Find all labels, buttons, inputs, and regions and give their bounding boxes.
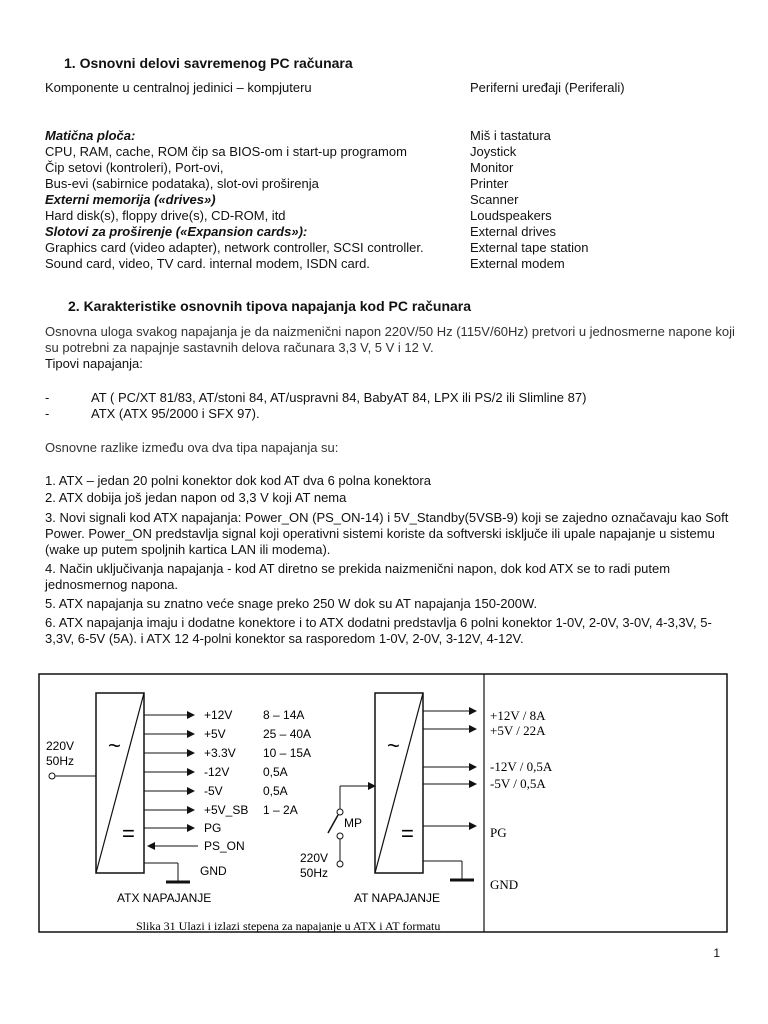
section2-heading: 2. Karakteristike osnovnih tipova napajanja kod PC računara (68, 298, 472, 314)
list-item: - ATX (ATX 95/2000 i SFX 97). (45, 406, 260, 421)
atx-ps-on-label: PS_ON (204, 839, 245, 853)
central-unit-title: Komponente u centralnoj jedinici – kompjuteru (45, 80, 312, 95)
at-input-voltage: 220V (300, 851, 329, 865)
at-output-label: +5V / 22A (490, 723, 546, 738)
atx-output-current: 0,5A (263, 784, 288, 798)
central-unit-line: Bus-evi (sabirnice podataka), slot-ovi proširenja (45, 176, 319, 191)
at-input-terminal (337, 861, 343, 867)
at-output-label: -5V / 0,5A (490, 776, 546, 791)
mp-label: MP (344, 816, 362, 830)
atx-ac-symbol: ~ (108, 733, 121, 758)
mp-switch-blade (328, 815, 338, 833)
central-unit-line: Graphics card (video adapter), network controller, SCSI controller. (45, 240, 424, 255)
central-unit-line: Hard disk(s), floppy drive(s), CD-ROM, itd (45, 208, 286, 223)
differences-label: Osnovne razlike između ova dva tipa napajanja su: (45, 440, 339, 455)
atx-input-frequency: 50Hz (46, 754, 75, 768)
diff-item-5: 5. ATX napajanja su znatno veće snage preko 250 W dok su AT napajanja 150-200W. (45, 596, 538, 611)
peripheral-item: Monitor (470, 160, 514, 175)
peripheral-item: External modem (470, 256, 565, 271)
atx-output-voltage: +12V (204, 708, 233, 722)
at-output-label: PG (490, 825, 507, 840)
central-unit-line: Čip setovi (kontroleri), Port-ovi, (45, 160, 224, 175)
diff-item-3: 3. Novi signali kod ATX napajanja: Power_ON (PS_ON-14) i 5V_Standby(5VSB-9) koji se zajedno označavaju kao Soft Power. Power_ON predstavlja signal koji operativni sistemi koriste da softverski isključe ili upale napajanje u sistemu (wake up putem spoljnih kartica LAN ili modema). (45, 510, 729, 557)
peripherals-column (470, 80, 730, 272)
atx-output-current: 8 – 14A (263, 708, 305, 722)
at-output-label: +12V / 8A (490, 708, 546, 723)
diff-item-6: 6. ATX napajanja imaju i dodatne konektore i to ATX dodatni predstavlja 6 polni konektor 1-0V, 2-0V, 3-0V, 4-3,3V, 5-3,3V, 6-5V (5A). i ATX 12 4-polni konektor sa rasporedom 1-0V, 2-0V, 3-12V, 4-12V. (45, 615, 712, 646)
peripheral-item: External tape station (470, 240, 589, 255)
section1-heading: 1. Osnovni delovi savremenog PC računara (64, 55, 353, 71)
atx-diagonal (96, 693, 144, 873)
atx-pg-label: PG (204, 821, 222, 835)
peripheral-item: Joystick (470, 144, 517, 159)
atx-output-current: 25 – 40A (263, 727, 312, 741)
peripheral-item: External drives (470, 224, 556, 239)
at-ac-symbol: ~ (387, 733, 400, 758)
at-input-frequency: 50Hz (300, 866, 329, 880)
at-output-label: -12V / 0,5A (490, 759, 553, 774)
peripheral-item: Loudspeakers (470, 208, 552, 223)
at-diagonal (375, 693, 423, 873)
figure-caption: Slika 31 Ulazi i izlazi stepena za napajanje u ATX i AT formatu (136, 919, 441, 933)
peripheral-item: Printer (470, 176, 509, 191)
list-item: - AT ( PC/XT 81/83, AT/stoni 84, AT/uspravni 84, BabyAT 84, LPX ili PS/2 ili Slimline 87) (45, 390, 587, 405)
atx-output-voltage: +3.3V (204, 746, 236, 760)
atx-input-voltage: 220V (46, 739, 75, 753)
types-label: Tipovi napajanja: (45, 356, 143, 371)
at-output-label: GND (490, 877, 519, 892)
diff-item-2: 2. ATX dobija još jedan napon od 3,3 V koji AT nema (45, 490, 347, 505)
atx-output-current: 1 – 2A (263, 803, 298, 817)
mp-switch-terminal (337, 809, 343, 815)
atx-output-voltage: +5V (204, 727, 226, 741)
diff-item-4: 4. Način uključivanja napajanja - kod AT diretno se prekida naizmenični napon, dok kod ATX se to radi putem jednosmernog napona. (45, 561, 671, 592)
central-unit-line: Externi memorija («drives») (45, 192, 216, 207)
types-list (45, 390, 586, 422)
peripheral-item: Scanner (470, 192, 519, 207)
intro-paragraph: Osnovna uloga svakog napajanja je da naizmenični napon 220V/50 Hz (115V/60Hz) pretvori u jednosmerne napone koji su potrebni za napajnje sastavnih delova računara 3,3 V, 5 V i 12 V. (45, 324, 735, 355)
page-number: 1 (713, 946, 720, 960)
at-caption-label: AT NAPAJANJE (354, 891, 441, 905)
peripherals-title: Periferni uređaji (Periferali) (470, 80, 625, 95)
atx-dc-symbol: = (122, 821, 135, 846)
atx-output-voltage: +5V_SB (204, 803, 249, 817)
central-unit-line: Matična ploča: (45, 128, 136, 143)
central-unit-line: Sound card, video, TV card. internal modem, ISDN card. (45, 256, 370, 271)
atx-output-voltage: -12V (204, 765, 230, 779)
power-supply-diagram (38, 673, 728, 933)
atx-output-current: 0,5A (263, 765, 288, 779)
atx-gnd-label: GND (200, 864, 227, 878)
atx-caption-label: ATX NAPAJANJE (117, 891, 212, 905)
atx-output-current: 10 – 15A (263, 746, 312, 760)
atx-output-voltage: -5V (204, 784, 223, 798)
atx-input-terminal (49, 773, 55, 779)
mp-switch-terminal (337, 833, 343, 839)
at-dc-symbol: = (401, 821, 414, 846)
atx-outputs (144, 708, 311, 817)
central-unit-column (45, 80, 465, 272)
peripheral-item: Miš i tastatura (470, 128, 551, 143)
diff-item-1: 1. ATX – jedan 20 polni konektor dok kod AT dva 6 polna konektora (45, 473, 431, 488)
central-unit-line: CPU, RAM, cache, ROM čip sa BIOS-om i start-up programom (45, 144, 407, 159)
central-unit-line: Slotovi za proširenje («Expansion cards»): (45, 224, 308, 239)
